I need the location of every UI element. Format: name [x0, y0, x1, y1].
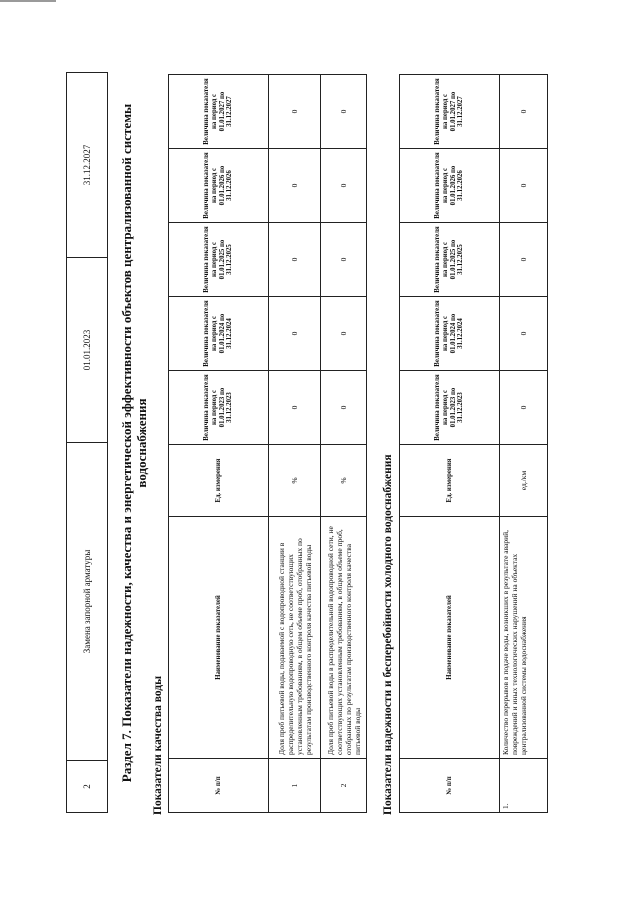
col-header-period-2027: Величина показателя на период с 01.01.2027 по 31.12.2027 — [400, 75, 500, 149]
value-2023: 0 — [269, 371, 321, 445]
value-2025: 0 — [321, 223, 367, 297]
value-2025: 0 — [269, 223, 321, 297]
table-header-row — [169, 75, 269, 813]
col-header-period-2024: Величина показателя на период с 01.01.2024 по 31.12.2024 — [169, 297, 269, 371]
col-header-period-2027: Величина показателя на период с 01.01.2027 по 31.12.2027 — [169, 75, 269, 149]
col-header-period-2023: Величина показателя на период с 01.01.2023 по 31.12.2023 — [169, 371, 269, 445]
quality-heading: Показатели качества воды — [152, 675, 164, 815]
col-header-num: № п/п — [169, 759, 269, 813]
start-date: 01.01.2023 — [67, 258, 108, 443]
value-2024: 0 — [500, 297, 548, 371]
quality-table — [168, 74, 367, 813]
scan-edge-mark — [0, 0, 56, 2]
col-header-period-2023: Величина показателя на период с 01.01.2023 по 31.12.2023 — [400, 371, 500, 445]
value-2024: 0 — [269, 297, 321, 371]
measure-name: Замена запорной арматуры — [67, 443, 108, 761]
table-row — [67, 73, 108, 813]
col-header-period-2026: Величина показателя на период с 01.01.2026 по 31.12.2026 — [400, 149, 500, 223]
col-header-period-2024: Величина показателя на период с 01.01.2024 по 31.12.2024 — [400, 297, 500, 371]
row-number: 1 — [269, 759, 321, 813]
rotated-page — [60, 67, 580, 837]
row-number: 2 — [67, 761, 108, 813]
indicator-name: Доля проб питьевой воды, подаваемой с водопроводной станции в распределительную водопроводную сеть, не соответствующих установленным требованиям, в общем объеме проб, отобранных по результатам производственного контроля качества питьевой воды — [269, 517, 321, 759]
measures-table-tail — [66, 72, 108, 813]
reliability-heading: Показатели надежности и бесперебойности холодного водоснабжения — [382, 454, 394, 815]
table-row — [269, 75, 321, 813]
table-header-row — [400, 75, 500, 813]
indicator-name: Доля проб питьевой воды в распределительной водопроводной сети, не соответствующих установленным требованиям, в общем объеме проб, отобранных по результатам производственного контроля качества питьевой воды — [321, 517, 367, 759]
value-2023: 0 — [500, 371, 548, 445]
value-2027: 0 — [321, 75, 367, 149]
table-row — [321, 75, 367, 813]
section-title: Раздел 7. Показатели надежности, качества и энергетической эффективности объектов централизованной системы водоснабжения — [119, 103, 149, 783]
value-2027: 0 — [269, 75, 321, 149]
col-header-period-2025: Величина показателя на период с 01.01.2025 по 31.12.2025 — [169, 223, 269, 297]
value-2026: 0 — [269, 149, 321, 223]
col-header-name: Наименование показателей — [169, 517, 269, 759]
col-header-period-2026: Величина показателя на период с 01.01.2026 по 31.12.2026 — [169, 149, 269, 223]
end-date: 31.12.2027 — [67, 73, 108, 258]
table-row — [500, 75, 548, 813]
value-2025: 0 — [500, 223, 548, 297]
col-header-num: № п/п — [400, 759, 500, 813]
row-number: 1. — [500, 759, 548, 813]
unit-cell: % — [269, 445, 321, 517]
unit-cell: % — [321, 445, 367, 517]
col-header-unit: Ед. измерения — [169, 445, 269, 517]
value-2027: 0 — [500, 75, 548, 149]
unit-cell: ед./км — [500, 445, 548, 517]
value-2023: 0 — [321, 371, 367, 445]
value-2026: 0 — [500, 149, 548, 223]
indicator-name: Количество перерывов в подаче воды, возникших в результате аварий, повреждений и иных технологических нарушений на объектах централизованной системы водоснабжения — [500, 517, 548, 759]
col-header-unit: Ед. измерения — [400, 445, 500, 517]
reliability-table — [399, 74, 548, 813]
value-2024: 0 — [321, 297, 367, 371]
col-header-name: Наименование показателей — [400, 517, 500, 759]
row-number: 2 — [321, 759, 367, 813]
value-2026: 0 — [321, 149, 367, 223]
col-header-period-2025: Величина показателя на период с 01.01.2025 по 31.12.2025 — [400, 223, 500, 297]
